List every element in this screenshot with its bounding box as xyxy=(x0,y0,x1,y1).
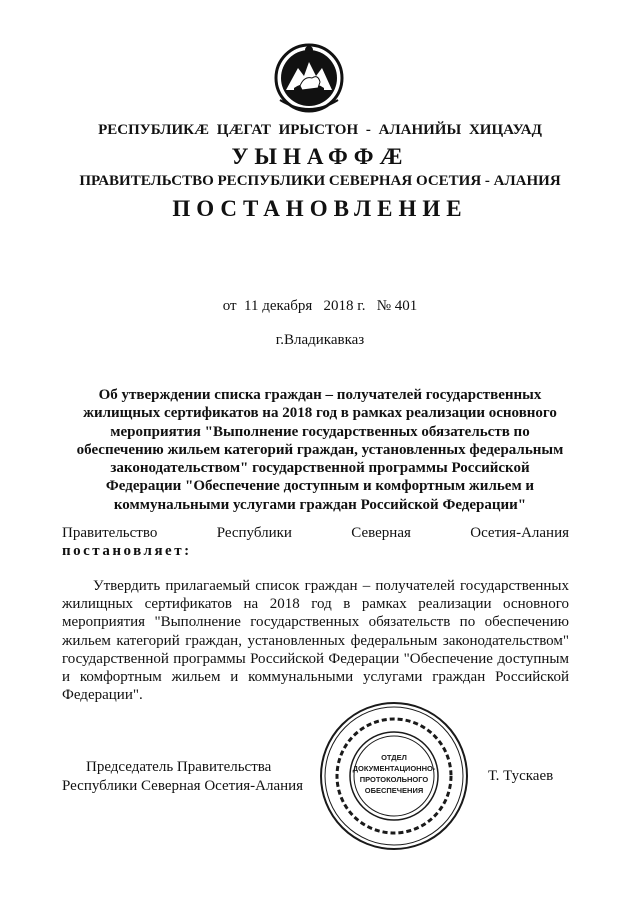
signatory-position-line: Республики Северная Осетия-Алания xyxy=(62,778,304,794)
title-line: законодательством" государственной программы Российской xyxy=(110,460,530,477)
ossetian-government-name: РЕСПУБЛИКÆ ЦÆГАТ ИРЫСТОН - АЛАНИЙЫ ХИЦАУАД xyxy=(98,122,542,138)
title-line: Об утверждении списка граждан – получателей государственных xyxy=(98,387,542,403)
decree-heading: ПОСТАНОВЛЕНИЕ xyxy=(172,196,468,221)
ossetian-decree-heading: УЫНАФФÆ xyxy=(231,144,409,169)
signatory-name: Т. Тускаев xyxy=(488,768,554,784)
seal-inner-text: ОТДЕЛ xyxy=(381,753,407,762)
decree-body: Утвердить прилагаемый список граждан – получателей государственных жилищных сертификатов на 2018 год в рамках реализации основного мероприятия "Выполнение государственных обязательств по обеспечению жильем категорий граждан, установленных федеральным законодательством" государственной программы Российской Федерации "Обеспечение доступным и комфортным жильем и коммунальными услугами граждан Российской Федерации". xyxy=(62,578,569,704)
signatory-position-line: Председатель Правительства xyxy=(86,759,272,775)
preamble xyxy=(62,524,569,560)
decree-title xyxy=(62,386,578,514)
coat-of-arms-emblem xyxy=(274,38,344,120)
title-line: коммунальными услугами граждан Российской Федерации" xyxy=(113,496,527,513)
title-line: Федерации "Обеспечение доступным и комфортным жильем и xyxy=(105,478,535,495)
seal-inner-text: ДОКУМЕНТАЦИОННО- xyxy=(352,764,436,773)
seal-inner-text: ПРОТОКОЛЬНОГО xyxy=(359,775,429,784)
title-line: обеспечению жильем категорий граждан, установленных федеральным xyxy=(76,441,564,458)
title-line: мероприятия "Выполнение государственных обязательств по xyxy=(110,423,530,440)
city-name: г.Владикавказ xyxy=(275,332,365,348)
preamble-resolves: постановляет: xyxy=(62,543,192,560)
russian-government-name: ПРАВИТЕЛЬСТВО РЕСПУБЛИКИ СЕВЕРНАЯ ОСЕТИЯ - АЛАНИЯ xyxy=(79,173,561,189)
preamble-government: Правительство Республики Северная Осетия-Алания xyxy=(62,525,569,541)
decree-date-number: от 11 декабря 2018 г. № 401 xyxy=(222,298,418,314)
title-line: жилищных сертификатов на 2018 год в рамках реализации основного xyxy=(83,405,557,422)
seal-inner-text: ОБЕСПЕЧЕНИЯ xyxy=(364,786,424,795)
signatory-position xyxy=(62,758,303,796)
official-seal-stamp xyxy=(318,700,470,852)
